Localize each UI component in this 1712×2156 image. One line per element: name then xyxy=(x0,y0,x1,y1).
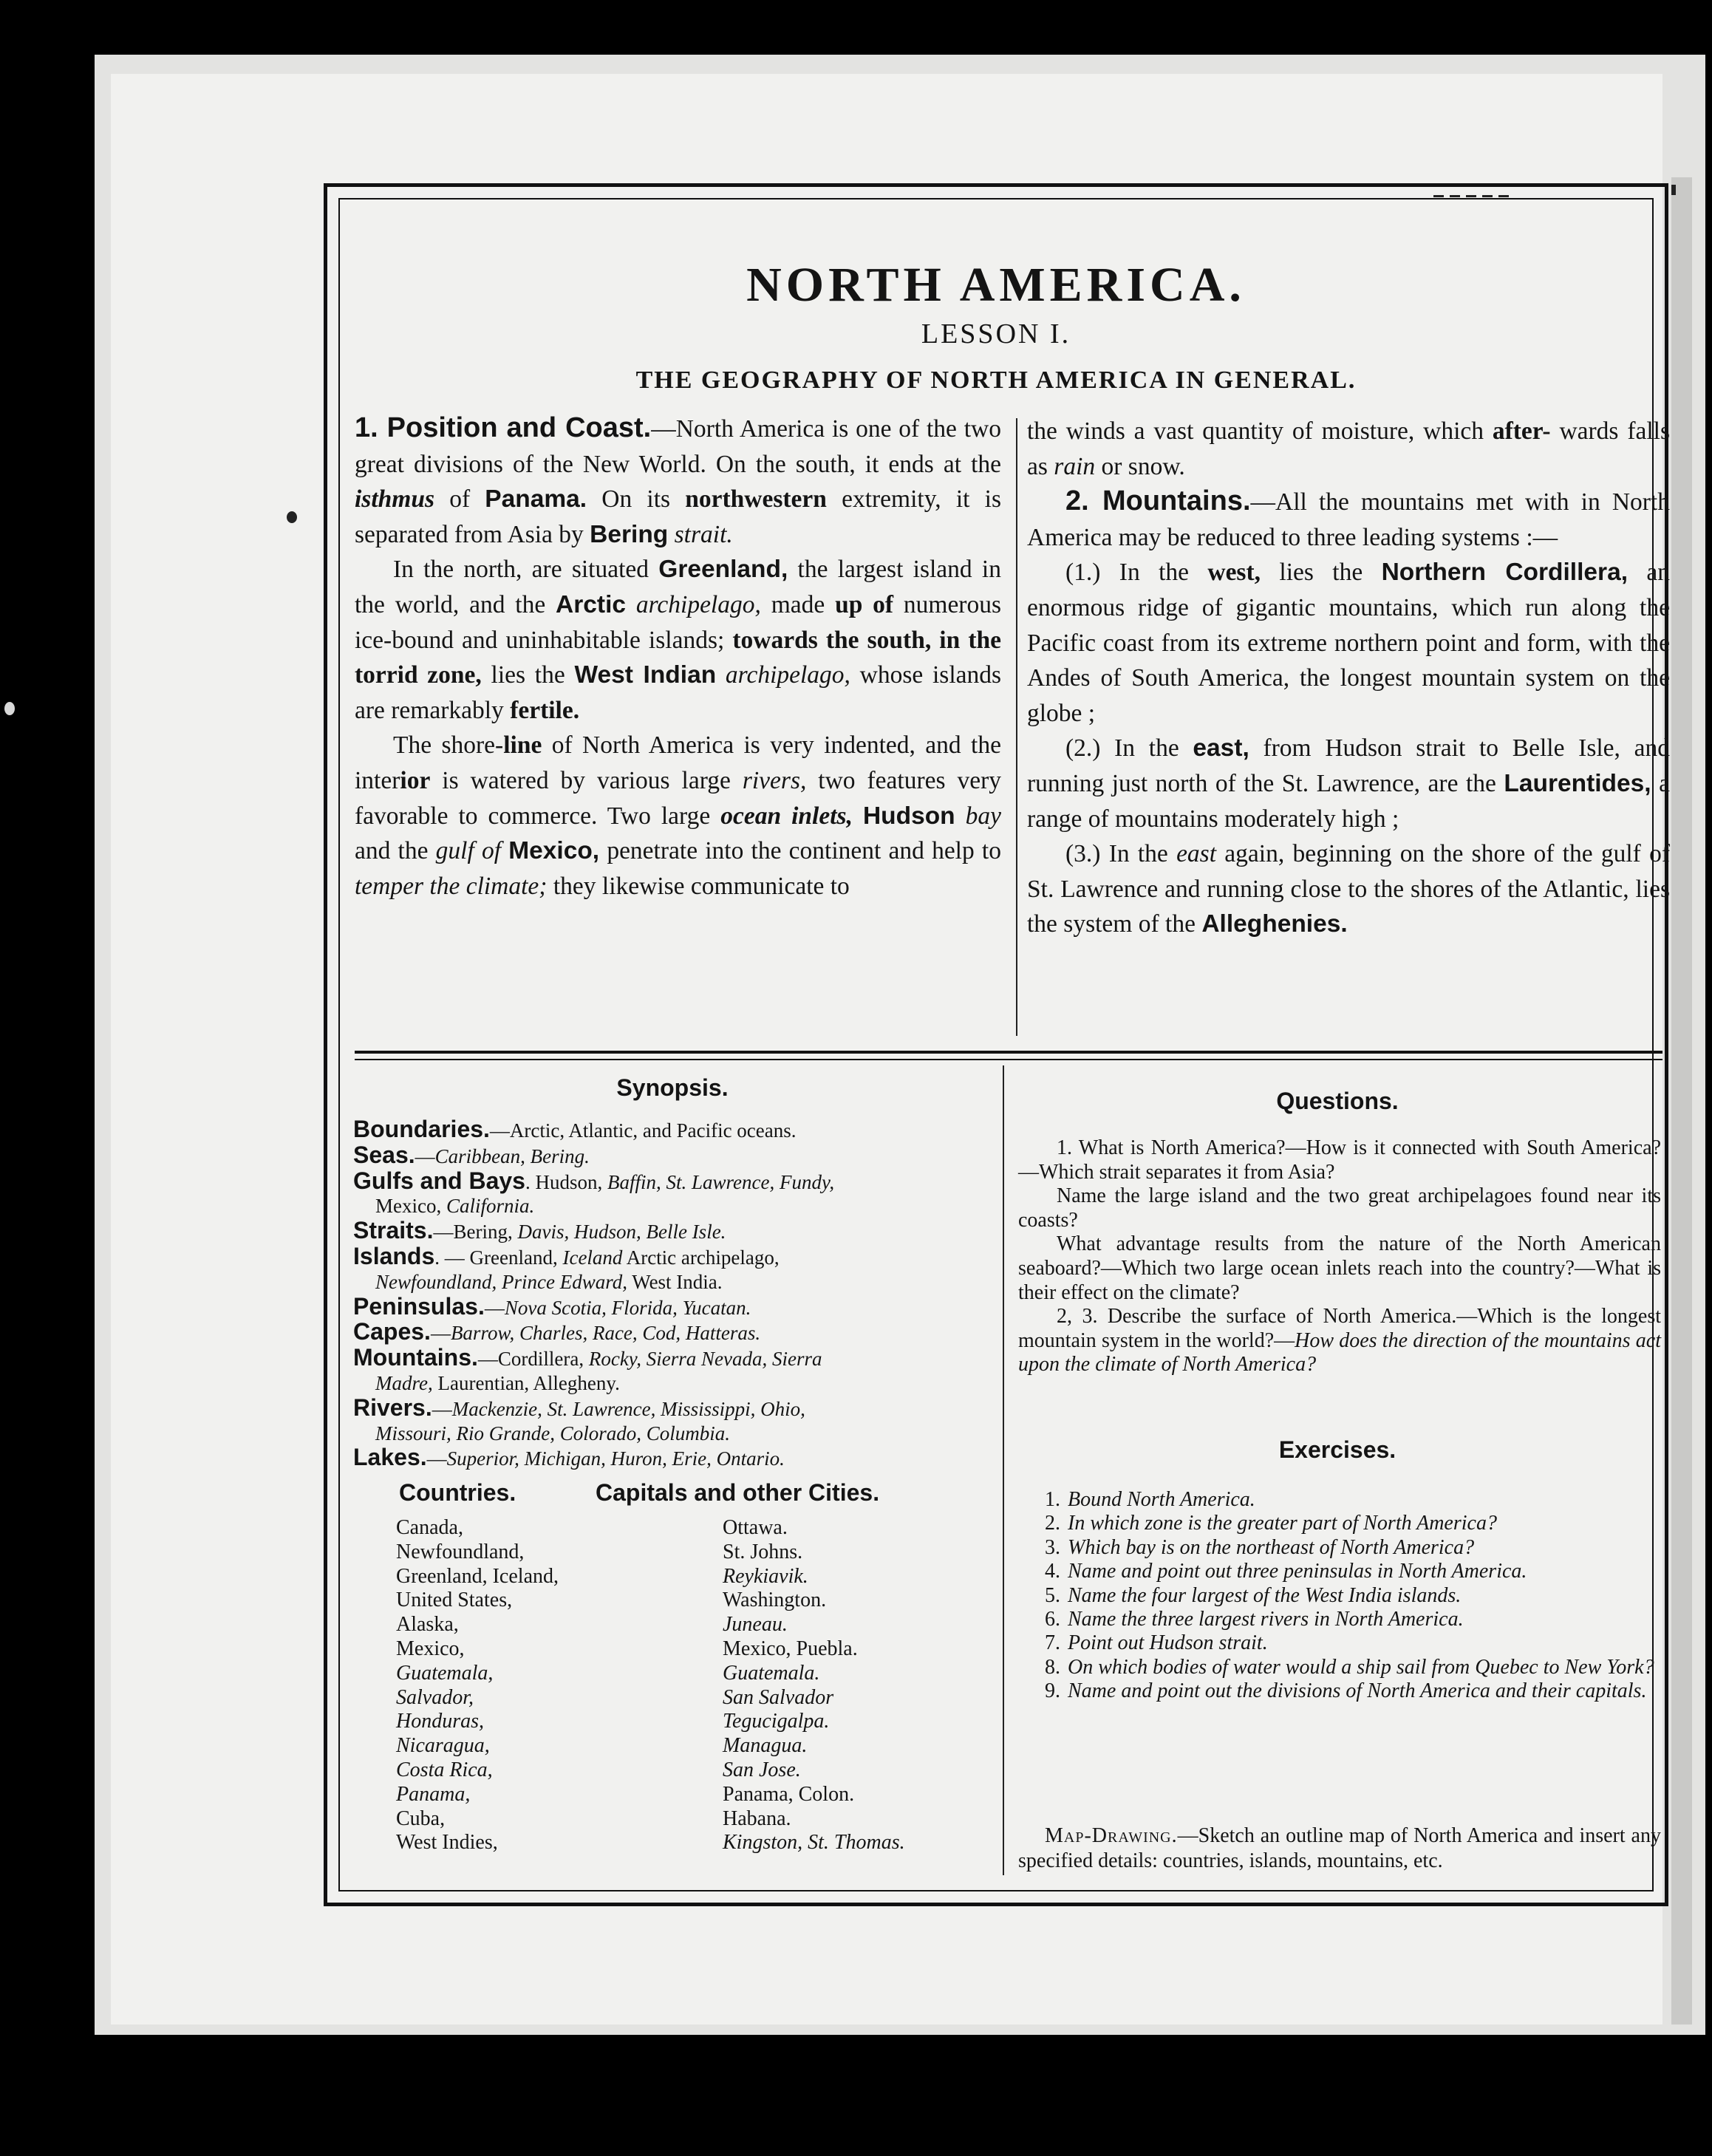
capital-name: Kingston, St. Thomas. xyxy=(723,1831,905,1855)
paragraph-north: In the north, are situated Greenland, the largest island in the world, and the Arctic archipelago, made up of numerous ice-bound and uninhabitable islands; towards the south, in the torrid zone, lies the West Indian archipelago, whose islands are remarkably fertile. xyxy=(355,556,1002,724)
country-name: West Indies, xyxy=(396,1831,498,1855)
capital-name: Managua. xyxy=(723,1734,808,1758)
capitals-list xyxy=(723,1516,905,1855)
country-name: Alaska, xyxy=(396,1613,459,1637)
frame-corner-mark xyxy=(1671,185,1676,195)
synopsis-capes: Capes.—Barrow, Charles, Race, Cod, Hatteras. xyxy=(353,1318,761,1345)
synopsis-straits: Straits.—Bering, Davis, Hudson, Belle Isle. xyxy=(353,1217,726,1244)
countries-header: Countries. xyxy=(399,1479,516,1506)
exercise-text: Name the three largest rivers in North America. xyxy=(1068,1608,1464,1631)
capital-name: Ottawa. xyxy=(723,1516,788,1539)
paragraph-shoreline: The shore-line of North America is very indented, and the interior is watered by various large rivers, two features very favorable to commerce. Two large ocean inlets, Hudson bay and the gulf of Mexico, penetrate into the continent and help to temper the climate; they likewise communicate to xyxy=(355,731,1002,900)
exercise-number: 1. xyxy=(1045,1488,1060,1511)
synopsis-boundaries: Boundaries.—Arctic, Atlantic, and Pacific oceans. xyxy=(353,1116,797,1142)
ink-speck xyxy=(287,511,297,523)
exercise-text: In which zone is the greater part of North America? xyxy=(1068,1512,1497,1535)
capital-name: Juneau. xyxy=(723,1613,788,1637)
lesson-label: LESSON I. xyxy=(921,318,1071,349)
capital-name: Tegucigalpa. xyxy=(723,1710,830,1733)
exercises-title: Exercises. xyxy=(1278,1436,1396,1463)
paragraph-position-coast: 1. Position and Coast.—North America is one of the two great divisions of the New World. On the south, it ends at the isthmus of Panama. On its northwestern extremity, it is separated from Asia by Bering strait. xyxy=(355,412,1001,548)
exercise-item xyxy=(1018,1608,1661,1631)
right-column-text xyxy=(1027,414,1670,942)
page-edge-shadow xyxy=(1671,177,1692,2024)
synopsis-peninsulas: Peninsulas.—Nova Scotia, Florida, Yucatan. xyxy=(353,1292,751,1320)
capital-name: Mexico, Puebla. xyxy=(723,1637,858,1660)
lesson-subtitle: THE GEOGRAPHY OF NORTH AMERICA IN GENERAL. xyxy=(635,366,1357,394)
section-heading-mountains: 2. Mountains. xyxy=(1065,485,1251,517)
capital-name: Guatemala. xyxy=(723,1661,820,1685)
exercise-number: 5. xyxy=(1045,1583,1060,1607)
section-rule-thin xyxy=(355,1059,1662,1060)
synopsis-islands-cont: Newfoundland, Prince Edward, West India. xyxy=(375,1270,723,1293)
exercise-text: Name and point out three peninsulas in North America. xyxy=(1068,1560,1527,1583)
capital-name: Washington. xyxy=(723,1589,827,1612)
section-rule xyxy=(355,1051,1662,1054)
capital-name: Panama, Colon. xyxy=(723,1782,855,1806)
country-name: Greenland, Iceland, xyxy=(396,1564,559,1588)
exercise-text: Name the four largest of the West India islands. xyxy=(1068,1583,1462,1607)
exercise-number: 9. xyxy=(1045,1679,1060,1703)
paragraph-mountains: 2. Mountains.—All the mountains met with in North America may be reduced to three leading systems :— xyxy=(1027,485,1670,551)
capital-name: St. Johns. xyxy=(723,1540,803,1563)
exercise-text: Which bay is on the northeast of North America? xyxy=(1068,1535,1475,1559)
synopsis-lakes: Lakes.—Superior, Michigan, Huron, Erie, Ontario. xyxy=(353,1444,785,1471)
country-name: United States, xyxy=(396,1589,513,1612)
exercise-number: 6. xyxy=(1045,1608,1060,1631)
page-title: NORTH AMERICA. xyxy=(746,258,1246,312)
capital-name: Habana. xyxy=(723,1807,791,1830)
exercise-number: 8. xyxy=(1045,1655,1060,1679)
country-name: Mexico, xyxy=(396,1637,465,1660)
capitals-header: Capitals and other Cities. xyxy=(596,1479,880,1506)
questions-title: Questions. xyxy=(1276,1088,1399,1114)
synopsis-title: Synopsis. xyxy=(616,1074,729,1101)
countries-list xyxy=(396,1516,559,1855)
exercise-item xyxy=(1018,1631,1661,1655)
exercise-item xyxy=(1018,1536,1661,1560)
lower-column-divider xyxy=(1003,1065,1004,1875)
capital-name: San Salvador xyxy=(723,1685,834,1709)
exercises-list xyxy=(1018,1488,1661,1704)
country-name: Honduras, xyxy=(396,1710,485,1733)
column-divider xyxy=(1016,418,1017,1036)
exercise-text: Point out Hudson strait. xyxy=(1068,1631,1268,1655)
country-name: Newfoundland, xyxy=(396,1540,525,1563)
paragraph-west-mountains: (1.) In the west, lies the Northern Cordillera, an enormous ridge of gigantic mountains, which run along the Pacific coast from its extreme northern point and form, with the Andes of South America, the longest mountain system on the globe ; xyxy=(1027,559,1671,727)
map-drawing-instruction: Map-Drawing.—Sketch an outline map of North America and insert any specified details: countries, islands, mountains, etc. xyxy=(1018,1824,1661,1872)
country-name: Panama, xyxy=(396,1782,471,1806)
exercise-number: 7. xyxy=(1045,1631,1060,1655)
country-name: Guatemala, xyxy=(396,1661,494,1685)
frame-dash-ornament xyxy=(1433,195,1515,197)
scan-speck xyxy=(4,702,15,715)
synopsis-rivers-cont: Missouri, Rio Grande, Colorado, Columbia. xyxy=(375,1422,731,1444)
exercise-text: Bound North America. xyxy=(1068,1488,1255,1511)
synopsis-list xyxy=(353,1117,996,1471)
question-1c: What advantage results from the nature of the North American seaboard?—Which two large ocean inlets reach into the country?—What is their effect on the climate? xyxy=(1018,1232,1661,1304)
capital-name: Reykiavik. xyxy=(723,1564,808,1588)
country-name: Salvador, xyxy=(396,1685,474,1709)
exercise-item xyxy=(1018,1584,1661,1608)
synopsis-gulfs: Gulfs and Bays. Hudson, Baffin, St. Lawrence, Fundy, xyxy=(353,1167,835,1194)
country-name: Cuba, xyxy=(396,1807,446,1830)
paragraph-alleghenies: (3.) In the east again, beginning on the shore of the gulf of St. Lawrence and running close to the shores of the Atlantic, lies the system of the Alleghenies. xyxy=(1027,840,1670,938)
exercise-text: On which bodies of water would a ship sail from Quebec to New York? xyxy=(1068,1655,1654,1679)
synopsis-gulfs-cont: Mexico, California. xyxy=(375,1195,535,1218)
country-name: Costa Rica, xyxy=(396,1758,493,1781)
exercise-text: Name and point out the divisions of North America and their capitals. xyxy=(1068,1679,1647,1703)
exercise-number: 2. xyxy=(1045,1512,1060,1535)
left-column-text xyxy=(355,411,1001,904)
question-1: 1. What is North America?—How is it connected with South America?—Which strait separates it from Asia? xyxy=(1018,1136,1661,1184)
exercise-item xyxy=(1018,1679,1661,1703)
synopsis-rivers: Rivers.—Mackenzie, St. Lawrence, Mississippi, Ohio, xyxy=(353,1393,805,1421)
exercise-item xyxy=(1018,1488,1661,1512)
capital-name: San Jose. xyxy=(723,1758,801,1781)
exercise-item xyxy=(1018,1656,1661,1679)
question-2-3: 2, 3. Describe the surface of North America.—Which is the longest mountain system in the world?—How does the direction of the mountains act upon the climate of North America? xyxy=(1018,1305,1661,1377)
question-1b: Name the large island and the two great archipelagoes found near its coasts? xyxy=(1018,1184,1661,1232)
synopsis-mountains-cont: Madre, Laurentian, Allegheny. xyxy=(375,1371,620,1394)
synopsis-seas: Seas.—Caribbean, Bering. xyxy=(353,1141,590,1168)
country-name: Canada, xyxy=(396,1516,463,1539)
exercise-number: 4. xyxy=(1045,1560,1060,1583)
questions-list xyxy=(1018,1136,1661,1377)
section-heading-position: 1. Position and Coast. xyxy=(355,412,652,443)
synopsis-mountains: Mountains.—Cordillera, Rocky, Sierra Nevada, Sierra xyxy=(353,1344,822,1371)
exercise-number: 3. xyxy=(1045,1535,1060,1559)
country-name: Nicaragua, xyxy=(396,1734,490,1758)
map-drawing-label: Map-Drawing. xyxy=(1045,1824,1178,1847)
paragraph-continuation: the winds a vast quantity of moisture, which after- wards falls as rain or snow. xyxy=(1027,417,1670,480)
exercise-item xyxy=(1018,1512,1661,1535)
synopsis-islands: Islands. — Greenland, Iceland Arctic archipelago, xyxy=(353,1242,780,1269)
exercise-item xyxy=(1018,1560,1661,1583)
paragraph-east-mountains: (2.) In the east, from Hudson strait to Belle Isle, and running just north of the St. Lawrence, are the Laurentides, a range of mountains moderately high ; xyxy=(1027,734,1670,833)
